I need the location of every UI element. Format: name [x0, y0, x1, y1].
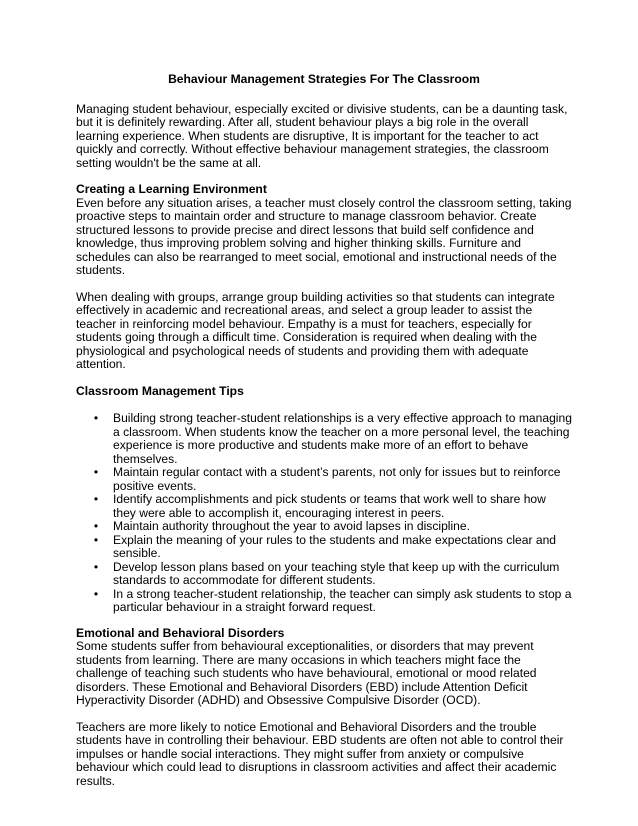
list-item	[93, 492, 572, 520]
list-item	[93, 586, 572, 615]
management-tips-list	[76, 412, 572, 615]
bullet-icon: •	[93, 465, 99, 479]
behavioral-disorders-paragraph-2: Teachers are more likely to notice Emotional and Behavioral Disorders and the trouble students have in controlling their behaviour. EBD students are often not able to control their impulses or handle social interactions. They might suffer from anxiety or compulsive behaviour which could lead to disruptions in classroom activities and affect their academic results.	[76, 719, 564, 788]
bullet-icon: •	[93, 559, 99, 574]
list-item-text: Maintain authority throughout the year to avoid lapses in discipline.	[113, 519, 470, 533]
list-item	[93, 559, 572, 588]
section-heading-behavioral-disorders: Emotional and Behavioral Disorders	[76, 625, 285, 640]
list-item-text: Identify accomplishments and pick students or teams that work well to share how they were able to accomplish it, encouraging interest in peers.	[113, 492, 546, 520]
learning-environment-paragraph-2: When dealing with groups, arrange group building activities so that students can integrate effectively in academic and recreational areas, and select a group leader to assist the teacher in reinforcing model behaviour. Empathy is a must for teachers, especially for students going through a difficult time. Consideration is required when dealing with the physiological and psychological needs of students and providing them with adequate attention.	[76, 289, 555, 371]
learning-environment-paragraph-1: Even before any situation arises, a teacher must closely control the classroom setting, taking proactive steps to maintain order and structure to manage classroom behavior. Create structured lessons to provide precise and direct lessons that build self confidence and knowledge, thus improving problem solving and higher thinking skills. Furniture and schedules can also be rearranged to meet social, emotional and instructional needs of the students.	[76, 195, 572, 277]
list-item-text: Explain the meaning of your rules to the students and make expectations clear and sensible.	[113, 532, 557, 560]
list-item-text: In a strong teacher-student relationship, the teacher can simply ask students to stop a particular behaviour in a straight forward request.	[113, 586, 572, 614]
list-item	[93, 465, 572, 493]
bullet-icon: •	[93, 586, 99, 601]
section-heading-management-tips: Classroom Management Tips	[76, 383, 244, 398]
section-heading-learning-environment: Creating a Learning Environment	[76, 182, 267, 196]
list-item	[93, 532, 572, 561]
intro-paragraph: Managing student behaviour, especially excited or divisive students, can be a daunting task, but it is definitely rewarding. After all, student behaviour plays a big role in the overall learning experience. When students are disruptive, It is important for the teacher to act quickly and correctly. Without effective behaviour management strategies, the classroom setting wouldn't be the same at all.	[76, 101, 568, 170]
list-item	[93, 411, 572, 466]
bullet-icon: •	[93, 532, 99, 547]
list-item-text: Building strong teacher-student relationships is a very effective approach to managing a classroom. When students know the teacher on a more personal level, the teaching experience is more productive and students make more of an effort to behave themselves.	[113, 411, 572, 466]
bullet-icon: •	[93, 519, 99, 533]
bullet-icon: •	[93, 492, 99, 506]
list-item	[93, 519, 572, 534]
list-item-text: Develop lesson plans based on your teaching style that keep up with the curriculum standards to accommodate for different students.	[113, 559, 560, 587]
behavioral-disorders-paragraph-1: Some students suffer from behavioural exceptionalities, or disorders that may prevent students from learning. There are many occasions in which teachers might face the challenge of teaching such students who have behavioural, emotional or mood related disorders. These Emotional and Behavioral Disorders (EBD) include Attention Deficit Hyperactivity Disorder (ADHD) and Obsessive Compulsive Disorder (OCD).	[76, 639, 537, 707]
document-title: Behaviour Management Strategies For The Classroom	[168, 72, 480, 86]
list-item-text: Maintain regular contact with a student’s parents, not only for issues but to reinforce positive events.	[113, 465, 561, 493]
bullet-icon: •	[93, 411, 99, 425]
